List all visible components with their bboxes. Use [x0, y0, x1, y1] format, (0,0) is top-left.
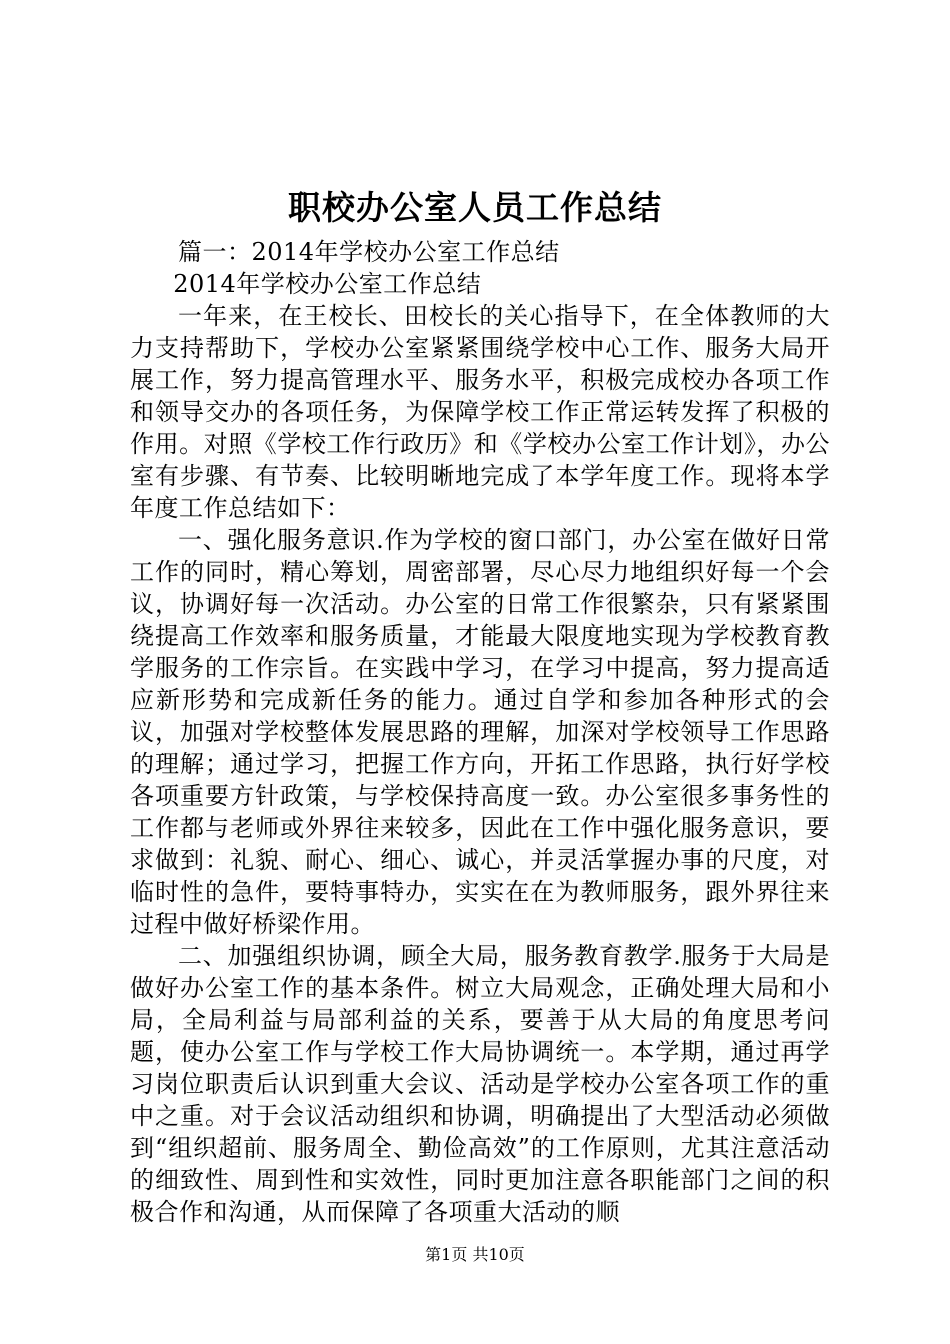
- body-paragraph-intro: 一年来，在王校长、田校长的关心指导下，在全体教师的大力支持帮助下，学校办公室紧紧围绕学校中心工作、服务大局开展工作，努力提高管理水平、服务水平，积极完成校办各项工作和领导交办的各项任务，为保障学校工作正常运转发挥了积极的作用。对照《学校工作行政历》和《学校办公室工作计划》，办公室有步骤、有节奏、比较明晰地完成了本学年度工作。现将本学年度工作总结如下：: [130, 302, 830, 522]
- section-heading: 篇一：2014年学校办公室工作总结: [178, 238, 560, 266]
- subsection-heading: 2014年学校办公室工作总结: [173, 270, 482, 298]
- body-paragraph-service: 一、强化服务意识.作为学校的窗口部门，办公室在做好日常工作的同时，精心筹划，周密部署，尽心尽力地组织好每一个会议，协调好每一次活动。办公室的日常工作很繁杂，只有紧紧围绕提高工作效率和服务质量，才能最大限度地实现为学校教育教学服务的工作宗旨。在实践中学习，在学习中提高，努力提高适应新形势和完成新任务的能力。通过自学和参加各种形式的会议，加强对学校整体发展思路的理解，加深对学校领导工作思路的理解；通过学习，把握工作方向，开拓工作思路，执行好学校各项重要方针政策，与学校保持高度一致。办公室很多事务性的工作都与老师或外界往来较多，因此在工作中强化服务意识，要求做到：礼貌、耐心、细心、诚心，并灵活掌握办事的尺度，对临时性的急件，要特事特办，实实在在为教师服务，跟外界往来过程中做好桥梁作用。: [130, 526, 830, 938]
- document-title: 职校办公室人员工作总结: [288, 188, 662, 227]
- page-footer: 第1页 共10页: [425, 1245, 525, 1264]
- body-paragraph-coordination: 二、加强组织协调，顾全大局，服务教育教学.服务于大局是做好办公室工作的基本条件。树立大局观念，正确处理大局和小局，全局利益与局部利益的关系，要善于从大局的角度思考问题，使办公室工作与学校工作大局协调统一。本学期，通过再学习岗位职责后认识到重大会议、活动是学校办公室各项工作的重中之重。对于会议活动组织和协调，明确提出了大型活动必须做到“组织超前、服务周全、勤俭高效”的工作原则，尤其注意活动的细致性、周到性和实效性，同时更加注意各职能部门之间的积极合作和沟通，从而保障了各项重大活动的顺: [130, 942, 830, 1226]
- document-body: [130, 236, 830, 1228]
